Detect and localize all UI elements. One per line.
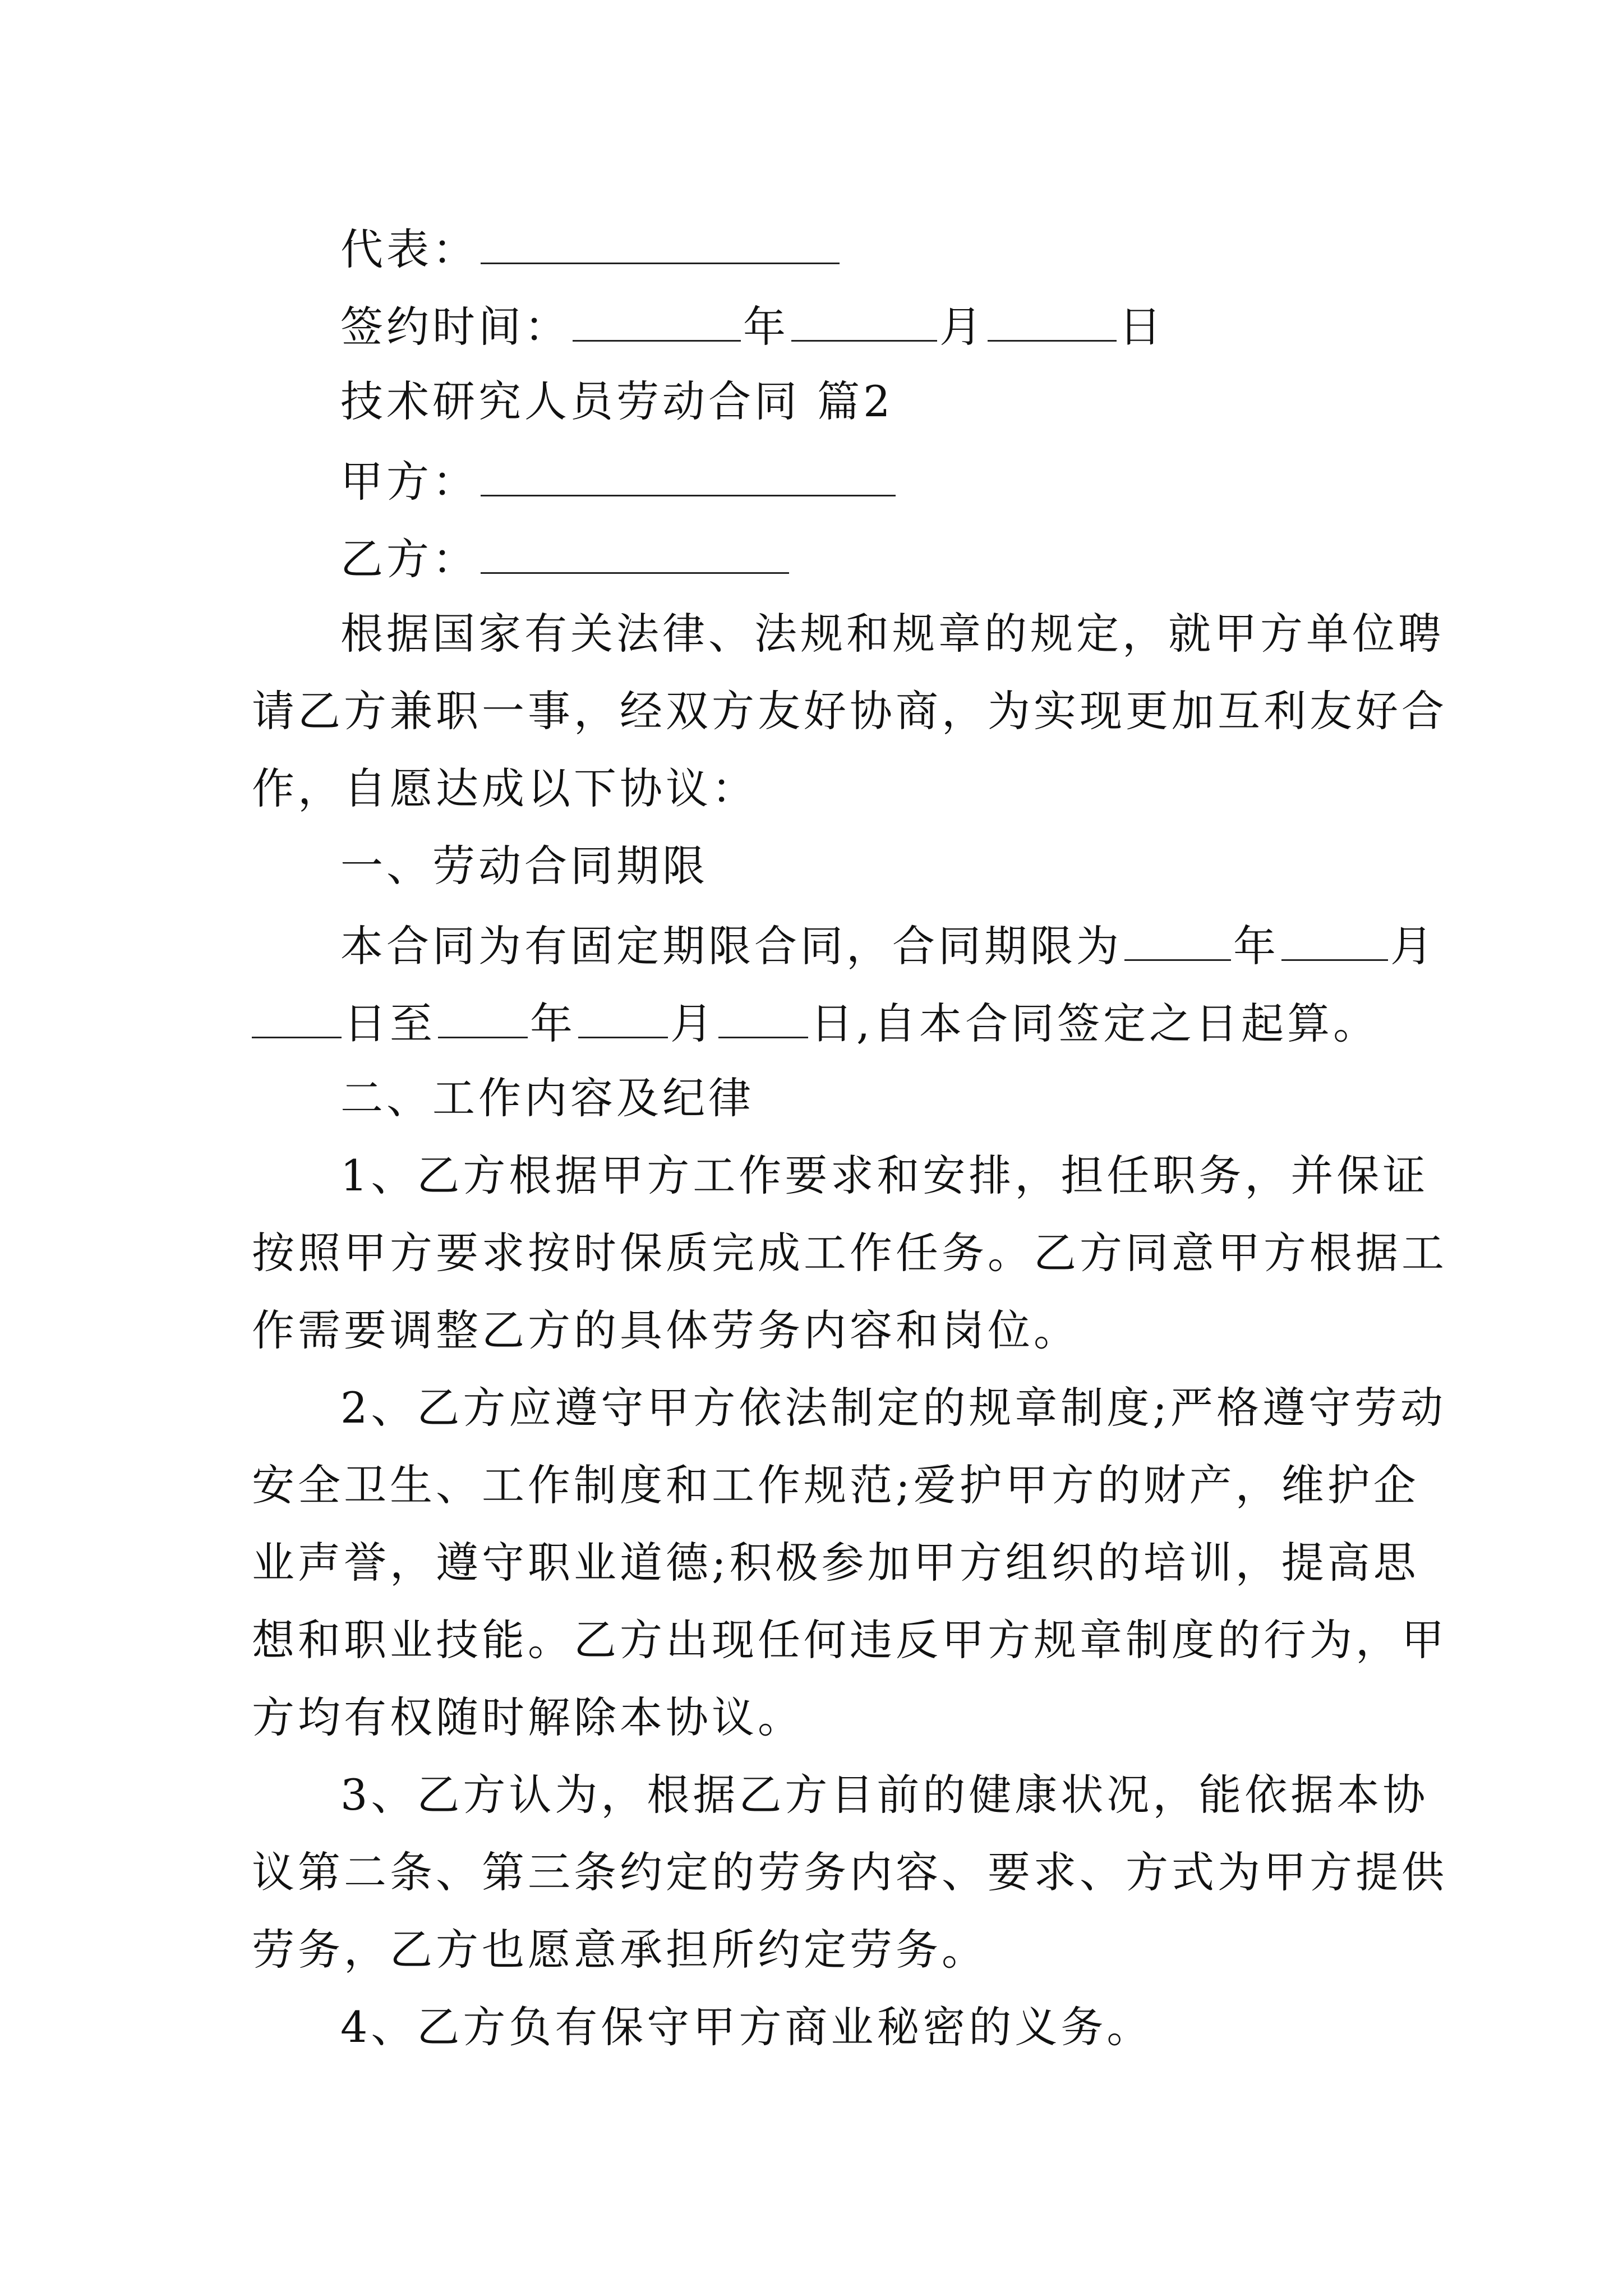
term-suffix: 日,自本合同签定之日起算。 — [810, 999, 1380, 1048]
representative-line — [340, 224, 1396, 274]
term-mid: 日至 — [344, 999, 436, 1048]
signing-time-line — [340, 302, 1396, 352]
item-4-line: 4、乙方负有保守甲方商业秘密的义务。 — [340, 2002, 1153, 2052]
party-b-blank — [481, 535, 789, 574]
intro-line-3: 作，自愿达成以下协议： — [252, 763, 758, 813]
intro-line-2: 请乙方兼职一事，经双方友好协商，为实现更加互利友好合 — [252, 686, 1447, 736]
year-blank — [573, 303, 741, 342]
item-2-line-5: 方均有权随时解除本协议。 — [252, 1692, 804, 1742]
item-3-line-3: 劳务，乙方也愿意承担所约定劳务。 — [252, 1925, 988, 1975]
year-label: 年 — [743, 302, 789, 352]
term-start-year-label: 年 — [1233, 921, 1279, 971]
item-3-line-1: 3、乙方认为，根据乙方目前的健康状况，能依据本协 — [340, 1770, 1429, 1820]
day-blank — [988, 303, 1117, 342]
term-end-day-blank — [718, 1000, 808, 1038]
item-3-line-2: 议第二条、第三条约定的劳务内容、要求、方式为甲方提供 — [252, 1847, 1447, 1897]
day-label: 日 — [1119, 302, 1165, 352]
term-start-month-blank — [1281, 922, 1388, 961]
term-end-year-label: 年 — [530, 999, 576, 1048]
month-label: 月 — [939, 302, 985, 352]
term-start-year-blank — [1124, 922, 1231, 961]
month-blank — [791, 303, 937, 342]
representative-label: 代表： — [340, 224, 478, 274]
party-a-line — [340, 457, 1396, 507]
signing-time-label: 签约时间： — [340, 302, 570, 352]
representative-blank — [481, 226, 840, 264]
party-a-blank — [481, 458, 896, 496]
term-line-1 — [340, 921, 1436, 971]
item-2-line-3: 业声誉，遵守职业道德;积极参加甲方组织的培训，提高思 — [252, 1538, 1419, 1588]
item-2-line-4: 想和职业技能。乙方出现任何违反甲方规章制度的行为，甲 — [252, 1615, 1447, 1665]
section-1-heading: 一、劳动合同期限 — [340, 841, 708, 891]
term-line-2 — [252, 999, 1396, 1048]
term-end-month-blank — [578, 1000, 668, 1038]
term-start-day-blank — [252, 1000, 342, 1038]
term-end-year-blank — [438, 1000, 528, 1038]
intro-line-1: 根据国家有关法律、法规和规章的规定，就甲方单位聘 — [340, 609, 1444, 659]
item-1-line-3: 作需要调整乙方的具体劳务内容和岗位。 — [252, 1305, 1080, 1355]
party-b-label: 乙方： — [340, 534, 478, 584]
item-1-line-1: 1、乙方根据甲方工作要求和安排，担任职务，并保证 — [340, 1151, 1429, 1200]
term-end-month-label: 月 — [670, 999, 716, 1048]
section-2-heading: 二、工作内容及纪律 — [340, 1073, 754, 1123]
term-start-month-label: 月 — [1390, 921, 1436, 971]
term-prefix: 本合同为有固定期限合同，合同期限为 — [340, 921, 1122, 971]
item-2-line-1: 2、乙方应遵守甲方依法制定的规章制度;严格遵守劳动 — [340, 1383, 1446, 1433]
item-2-line-2: 安全卫生、工作制度和工作规范;爱护甲方的财产，维护企 — [252, 1460, 1419, 1510]
party-a-label: 甲方： — [340, 457, 478, 507]
document-title: 技术研究人员劳动合同 篇2 — [340, 376, 894, 426]
party-b-line — [340, 534, 1396, 584]
item-1-line-2: 按照甲方要求按时保质完成工作任务。乙方同意甲方根据工 — [252, 1228, 1447, 1278]
